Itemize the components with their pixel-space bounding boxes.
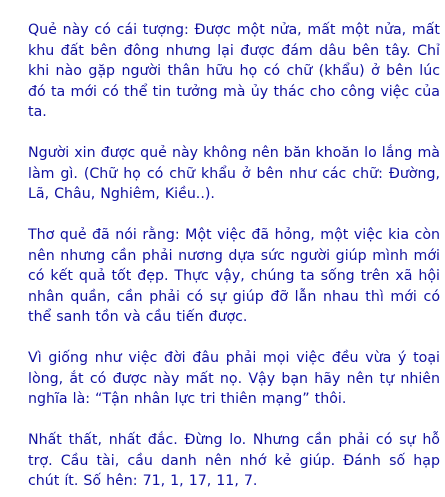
paragraph-summary: Nhất thất, nhất đắc. Đừng lo. Nhưng cần phải có sự hỗ trợ. Cầu tài, cầu danh nên nhớ kẻ giúp. Đánh số hạp chút ít. Số hên: 71, 1, 17, 11, 7. xyxy=(28,432,440,489)
document-body xyxy=(28,20,440,492)
paragraph-poem: Thơ quẻ đã nói rằng: Một việc đã hỏng, một việc kia còn nên nhưng cần phải nương dựa sức người giúp mình mới có kết quả tốt đẹp. Thực vậy, chúng ta sống trên xã hội nhân quần, cần phải có sự giúp đỡ lẫn nhau thì mới có thể sanh tồn và cầu tiến được. xyxy=(28,227,440,325)
paragraph-destiny: Vì giống như việc đời đâu phải mọi việc đều vừa ý toại lòng, ắt có được này mất nọ. Vậy bạn hãy nên tự nhiên nghĩa là: “Tận nhân lực tri thiên mạng” thôi. xyxy=(28,350,440,407)
paragraph-omen: Quẻ này có cái tượng: Được một nửa, mất một nửa, mất khu đất bên đông nhưng lại được đám dâu bên tây. Chỉ khi nào gặp người thân hữu họ có chữ (khẩu) ở bên lúc đó ta mới có thể tin tưởng mà ủy thác cho công việc của ta. xyxy=(28,22,440,120)
paragraph-advice: Người xin được quẻ này không nên băn khoăn lo lắng mà làm gì. (Chữ họ có chữ khẩu ở bên như các chữ: Đường, Lã, Châu, Nghiêm, Kiều..). xyxy=(28,145,440,202)
